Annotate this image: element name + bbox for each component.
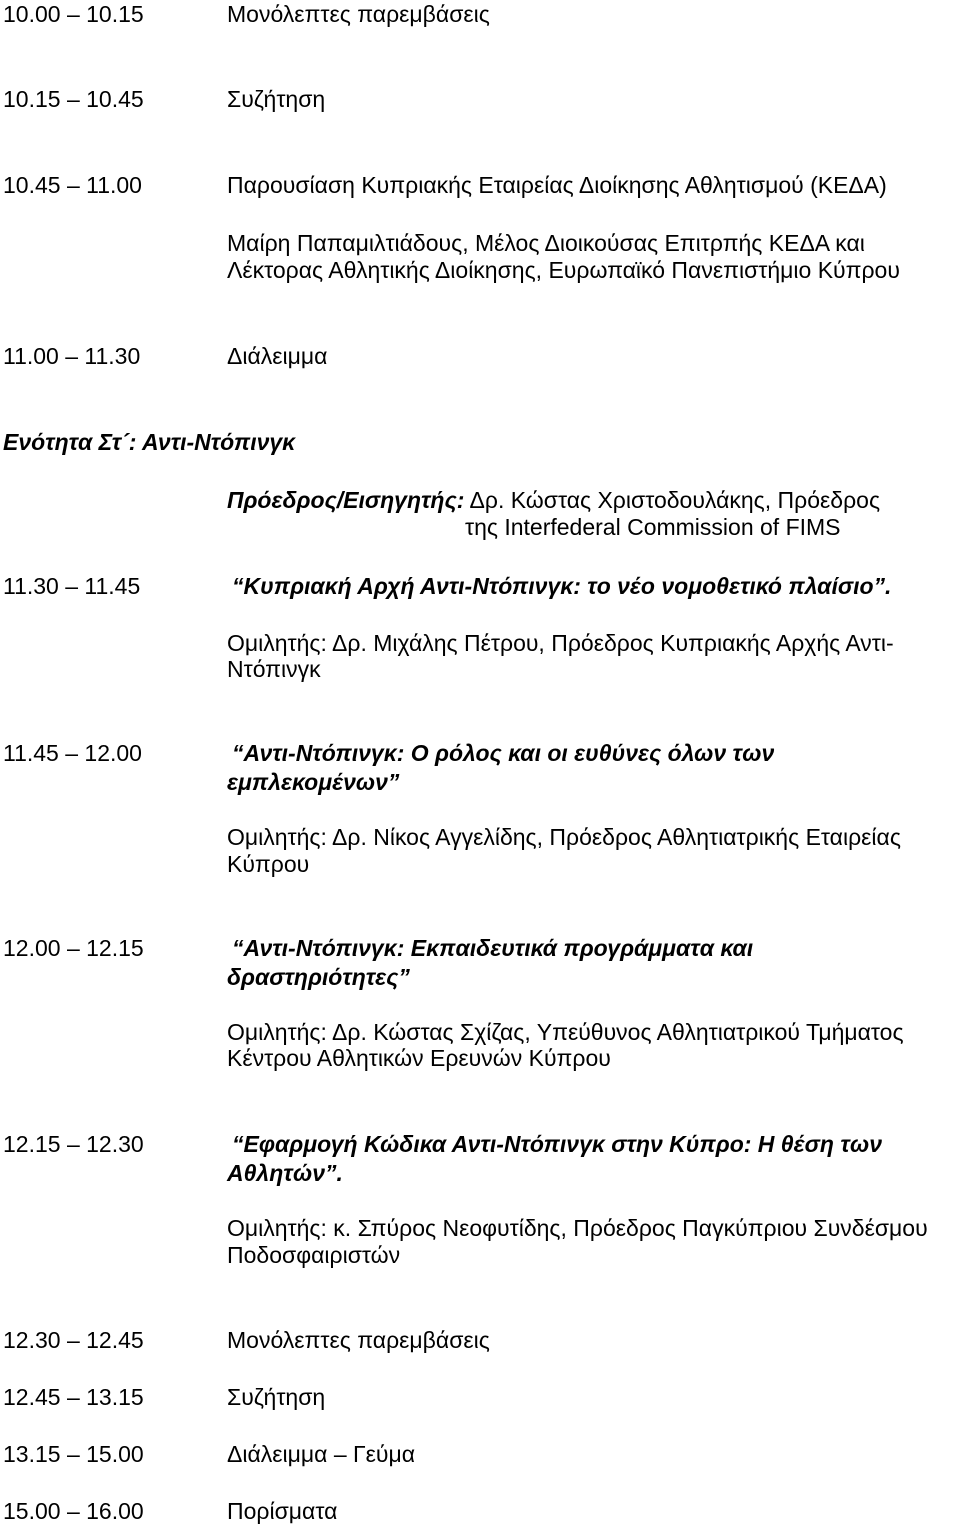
- speaker-info: Μαίρη Παπαμιλτιάδους, Μέλος Διοικούσας Επιτρπής ΚΕΔΑ και: [227, 230, 865, 256]
- speaker-info: Ντόπινγκ: [227, 656, 321, 682]
- session-time: 12.30 – 12.45: [3, 1327, 144, 1353]
- session-time: 11.00 – 11.30: [3, 343, 141, 369]
- chair-affiliation: της Interfederal Commission of FIMS: [465, 514, 841, 540]
- speaker-info: Ομιλητής: κ. Σπύρος Νεοφυτίδης, Πρόεδρος Παγκύπριου Συνδέσμου: [227, 1215, 928, 1241]
- talk-title-cont: εμπλεκομένων”: [227, 769, 400, 795]
- session-title: Πορίσματα: [227, 1498, 338, 1524]
- speaker-info: Ομιλητής: Δρ. Μιχάλης Πέτρου, Πρόεδρος Κυπριακής Αρχής Αντι-: [227, 630, 894, 656]
- session-time: 11.45 – 12.00: [3, 740, 142, 766]
- session-title: Παρουσίαση Κυπριακής Εταιρείας Διοίκησης Αθλητισμού (ΚΕΔΑ): [227, 172, 887, 198]
- speaker-info: Ποδοσφαιριστών: [227, 1242, 401, 1268]
- session-time: 11.30 – 11.45: [3, 573, 141, 599]
- session-time: 12.15 – 12.30: [3, 1131, 144, 1157]
- section-title: Ενότητα Στ´: Αντι-Ντόπινγκ: [3, 429, 296, 455]
- session-title: Διάλειμμα: [227, 343, 328, 369]
- session-title: Συζήτηση: [227, 1384, 326, 1410]
- session-time: 10.45 – 11.00: [3, 172, 142, 198]
- session-time: 12.00 – 12.15: [3, 935, 144, 961]
- session-time: 10.15 – 10.45: [3, 86, 144, 112]
- session-time: 10.00 – 10.15: [3, 1, 144, 27]
- session-title: Μονόλεπτες παρεμβάσεις: [227, 1, 490, 27]
- talk-title-cont: Αθλητών”.: [227, 1160, 343, 1186]
- talk-title: “Αντι-Ντόπινγκ: Ο ρόλος και οι ευθύνες όλων των: [232, 740, 775, 766]
- talk-title: “Κυπριακή Αρχή Αντι-Ντόπινγκ: το νέο νομοθετικό πλαίσιο”.: [232, 573, 892, 599]
- talk-title: “Εφαρμογή Κώδικα Αντι-Ντόπινγκ στην Κύπρο: Η θέση των: [232, 1131, 883, 1157]
- speaker-info: Κύπρου: [227, 851, 310, 877]
- session-time: 12.45 – 13.15: [3, 1384, 144, 1410]
- session-time: 13.15 – 15.00: [3, 1441, 144, 1467]
- chair-label: Πρόεδρος/Εισηγητής:: [227, 487, 465, 513]
- talk-title-cont: δραστηριότητες”: [227, 964, 410, 990]
- speaker-info: Λέκτορας Αθλητικής Διοίκησης, Ευρωπαϊκό Πανεπιστήμιο Κύπρου: [227, 257, 900, 283]
- session-title: Συζήτηση: [227, 86, 326, 112]
- session-title: Μονόλεπτες παρεμβάσεις: [227, 1327, 490, 1353]
- speaker-info: Ομιλητής: Δρ. Νίκος Αγγελίδης, Πρόεδρος Αθλητιατρικής Εταιρείας: [227, 824, 901, 850]
- speaker-info: Κέντρου Αθλητικών Ερευνών Κύπρου: [227, 1045, 611, 1071]
- speaker-info: Ομιλητής: Δρ. Κώστας Σχίζας, Υπεύθυνος Αθλητιατρικού Τμήματος: [227, 1019, 904, 1045]
- session-title: Διάλειμμα – Γεύμα: [227, 1441, 416, 1467]
- talk-title: “Αντι-Ντόπινγκ: Εκπαιδευτικά προγράμματα και: [232, 935, 754, 961]
- session-time: 15.00 – 16.00: [3, 1498, 144, 1524]
- chair-name: Δρ. Κώστας Χριστοδουλάκης, Πρόεδρος: [469, 487, 881, 513]
- chair-line: [227, 487, 880, 513]
